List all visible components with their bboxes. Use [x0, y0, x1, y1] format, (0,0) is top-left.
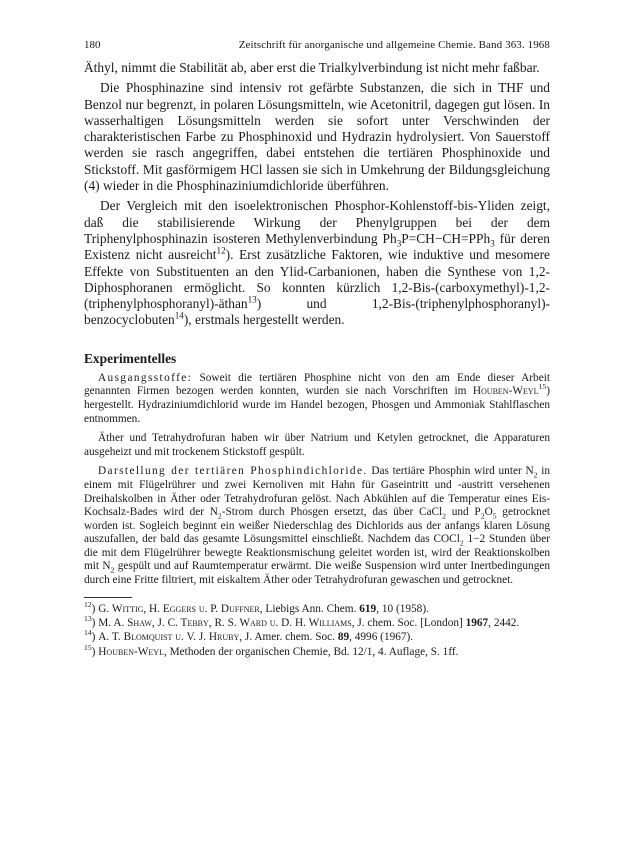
text-run: ). Erst zusätzliche Faktoren, wie induktive und mesomere Effekte von Substituenten an den Ylid-Carbanionen, haben die Synthese von 1,2-Diphosphoranen ermöglicht. So konnten kürzlich 1,2-Bis-(carboxymethyl)-1,2-(triphenylphosphoranyl)-äthan	[84, 247, 550, 312]
footnote-12: $^{12}$) G. Wittig, H. Eggers u. P. Duffner, Liebigs Ann. Chem. 619, 10 (1958).	[84, 599, 429, 615]
journal-page	[84, 38, 550, 659]
paragraph-stability: Äthyl, nimmt die Stabilität ab, aber erst die Trialkylverbindung ist nicht mehr faßbar.	[84, 60, 540, 75]
text-run: O	[484, 506, 493, 519]
footnote-authors: Houben-Weyl	[98, 645, 164, 658]
text-run: Soweit die tertiären Phosphine nicht von den am Ende dieser Arbeit genannten Firmen bezogen werden konnten, wurden sie nach Vorschriften im	[84, 371, 550, 398]
reference-marker: 15	[538, 382, 547, 392]
subscript: 3	[490, 238, 495, 249]
footnote-number: 13	[84, 614, 92, 624]
text-run: Das tertiäre Phosphin wird unter N	[367, 465, 534, 478]
footnote-14: $^{14}$) A. T. Blomquist u. V. J. Hruby, J. Amer. chem. Soc. 89, 4996 (1967).	[84, 628, 414, 644]
subscript: 3	[396, 238, 402, 249]
text-run: in einem mit Flügelrührer und zwei Kernoliven mit Hahn für Gaseintritt und -austritt versehenen Dreihalskolben in Äther oder Tetrahydrofuran gelöst. Nach Abkühlen auf die Temperatur eines Eis-Kochsalz-Bades wird der N	[84, 465, 550, 519]
run-in-heading: Darstellung der tertiären Phosphindichloride.	[98, 465, 368, 478]
subscript: 2	[480, 511, 485, 521]
experimental-section	[84, 372, 550, 588]
reference-marker: 14	[174, 310, 184, 321]
volume-number: 1967	[465, 617, 489, 630]
text-run: ) hergestellt. Hydraziniumdichlorid wurde im Handel bezogen, Phosgen und Ammoniak Stahlflaschen entnommen.	[84, 385, 550, 425]
text-run: , J. Amer. chem. Soc.	[239, 631, 338, 644]
paragraph-dichloride-preparation	[84, 465, 550, 587]
author-name: Houben-Weyl	[472, 385, 539, 398]
footnotes	[84, 599, 550, 660]
journal-title: Zeitschrift für anorganische und allgemeine Chemie. Band 363. 1968	[238, 39, 550, 51]
run-in-heading: Ausgangsstoffe:	[98, 371, 193, 384]
reference-marker: 12	[216, 245, 226, 256]
text-run: , 10 (1958).	[376, 602, 429, 615]
text-run: , 2442.	[488, 617, 520, 630]
footnote-number: 12	[84, 599, 92, 609]
volume-number: 619	[359, 602, 377, 615]
page-number: 180	[84, 39, 101, 51]
text-run: -Strom durch Phosgen ersetzt, das über CaCl	[221, 506, 443, 519]
subscript: 5	[492, 511, 497, 521]
subscript: 2	[217, 511, 222, 521]
main-text	[84, 60, 550, 329]
subscript: 2	[459, 538, 464, 548]
reference-marker: 13	[247, 294, 257, 305]
footnote-number: 14	[84, 628, 92, 638]
paragraph-solvents: Äther und Tetrahydrofuran haben wir über Natrium und Ketylen getrocknet, die Apparaturen ausgeheizt und mit trockenem Stickstoff gespült.	[84, 432, 550, 458]
footnote-number: 15	[84, 643, 92, 653]
paragraph-ylide-comparison	[84, 198, 550, 328]
subscript: 2	[442, 511, 447, 521]
text-run: Der Vergleich mit den isoelektronischen Phosphor-Kohlenstoff-bis-Yliden zeigt, daß die stabilisierende Wirkung der Phenylgruppen bei der dem Triphenylphosphinazin isosteren Methylenverbindung Ph	[84, 198, 550, 246]
text-run: für deren Existenz nicht ausreicht	[84, 230, 550, 263]
footnote-15: $^{15}$) Houben-Weyl, Methoden der organischen Chemie, Bd. 12/1, 4. Auflage, S. 1ff.	[84, 643, 459, 658]
text-run: getrocknet worden ist. Sogleich beginnt ein weißer Niederschlag des Dichlorids aus der anfangs klaren Lösung auszufallen, der bald das gesamte Lösungsmittel einschließt. Nachdem das COCl	[84, 506, 550, 546]
text-run: gespült und auf Raumtemperatur erwärmt. Die weiße Suspension wird unter Inertbedingungen durch eine Fritte filtriert, mit eiskaltem Äther oder Tetrahydrofuran gewaschen und getrocknet.	[84, 560, 551, 587]
text-run: , J. chem. Soc. [London]	[351, 617, 466, 630]
subscript: 2	[533, 470, 538, 480]
text-run: und P	[446, 506, 481, 519]
text-run: , 4996 (1967).	[349, 631, 414, 644]
text-run: , Methoden der organischen Chemie, Bd. 12/1, 4. Auflage, S. 1ff.	[163, 645, 459, 658]
text-run: , Liebigs Ann. Chem.	[259, 602, 360, 615]
running-header	[84, 38, 550, 60]
section-heading: Experimentelles	[84, 350, 177, 366]
footnote-authors: M. A. Shaw, J. C. Tebby, R. S. Ward u. D. H. Williams	[98, 617, 352, 630]
footnote-authors: A. T. Blomquist u. V. J. Hruby	[98, 631, 240, 644]
footnote-authors: G. Wittig, H. Eggers u. P. Duffner	[98, 602, 260, 615]
paragraph-starting-materials	[84, 372, 550, 426]
subscript: 2	[110, 565, 115, 575]
text-run: ), erstmals hergestellt werden.	[183, 312, 345, 328]
paragraph-phosphinazine-properties: Die Phosphinazine sind intensiv rot gefärbte Substanzen, die sich in THF und Benzol nur begrenzt, in polaren Lösungsmitteln, wie Acetonitril, dagegen gut lösen. In wasserhaltigen Lösungsmitteln werden sie sofort unter Verschwinden der charakteristischen Farbe zu Phosphinoxid und Hydrazin hydrolysiert. Von Sauerstoff werden sie rasch angegriffen, dabei entstehen die tertiären Phosphinoxide und Stickstoff. Mit gasförmigem HCl lassen sie sich in Umkehrung der Bildungsgleichung (4) wieder in die Phosphinaziniumdichloride überführen.	[84, 80, 550, 194]
footnote-divider	[84, 597, 132, 598]
text-run: ) und 1,2-Bis-(triphenylphosphoranyl)-benzocyclobuten	[84, 296, 550, 328]
text-run: 1−2 Stunden über die mit dem Flügelrührer bewegte Reaktionsmischung geleitet worden ist, wird der Reaktionskolben mit N	[84, 533, 550, 573]
volume-number: 89	[337, 631, 350, 644]
footnote-13: $^{13}$) M. A. Shaw, J. C. Tebby, R. S. Ward u. D. H. Williams, J. chem. Soc. [London] 1967, 2442.	[84, 614, 520, 630]
text-run: P=CH−CH=PPh	[401, 230, 491, 246]
